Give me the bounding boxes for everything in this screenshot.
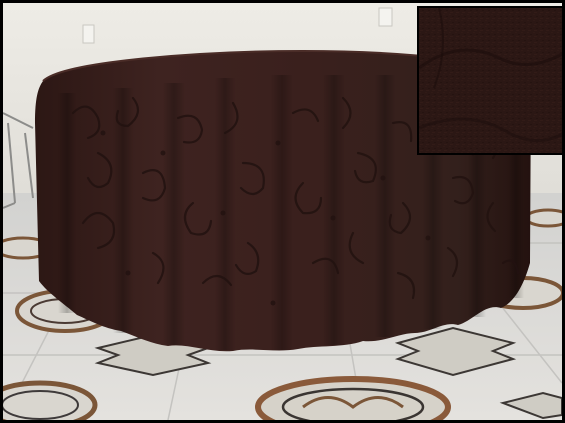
wall-switch [83, 25, 94, 43]
fabric-closeup-inset [417, 6, 562, 155]
photo [3, 3, 562, 420]
fabric-texture [419, 8, 562, 153]
wall-outlet [379, 8, 392, 26]
